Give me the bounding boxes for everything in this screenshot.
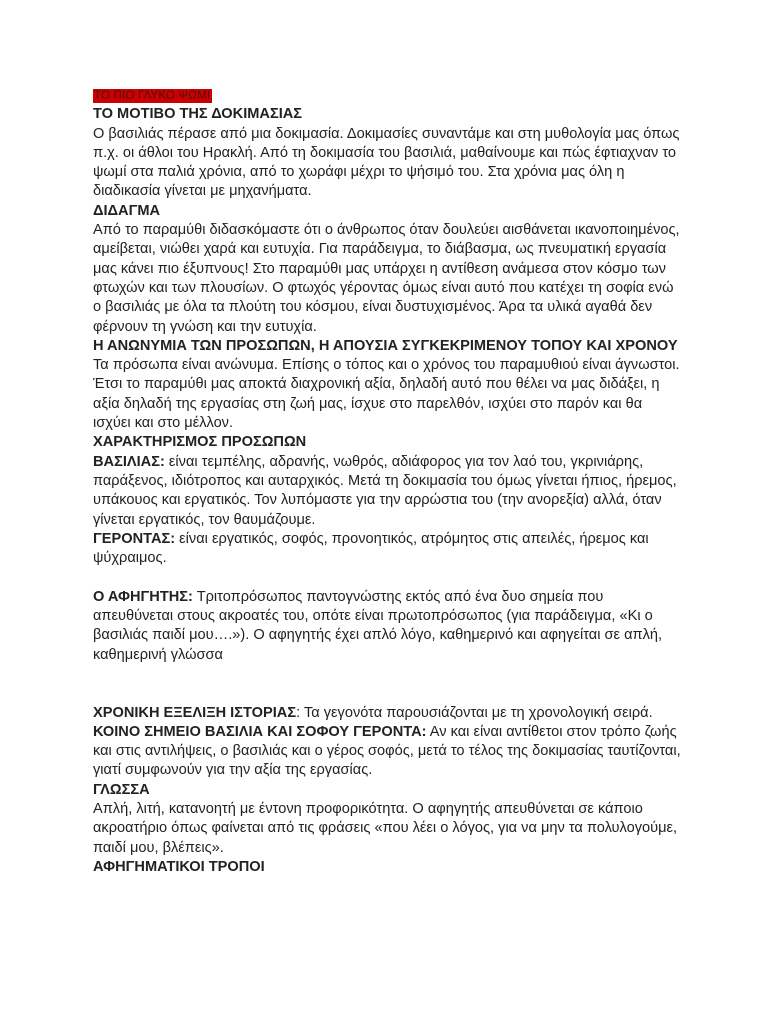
character-elder-paragraph (93, 530, 683, 569)
narrator-label: Ο ΑΦΗΓΗΤΗΣ: (93, 588, 193, 605)
section-text-anonymity: Τα πρόσωπα είναι ανώνυμα. Επίσης ο τόπος και ο χρόνος του παραμυθιού είναι άγνωστοι. Έτσι το παραμύθι μας αποκτά διαχρονική αξία, δηλαδή αυτό που θέλει να μας διδάξει, η αξία δηλαδή της εργασίας στη ζωή μας, ίσχυε στο παρελθόν, ισχύει στο παρόν και θα ισχύει και στο μέλλον. (93, 357, 680, 432)
section-heading-lesson: ΔΙΔΑΓΜΑ (93, 202, 161, 219)
character-king-label: ΒΑΣΙΛΙΑΣ: (93, 453, 165, 470)
section-heading-modes: ΑΦΗΓΗΜΑΤΙΚΟΙ ΤΡΟΠΟΙ (93, 858, 265, 875)
blank-line (93, 568, 683, 587)
character-king-text: είναι τεμπέλης, αδρανής, νωθρός, αδιάφορος για τον λαό του, γκρινιάρης, παράξενος, ιδιότροπος και αυταρχικός. Μετά τη δοκιμασία του όμως γίνεται ήπιος, ήρεμος, υπάκουος και εργατικός. Τον λυπόμαστε για την αρρώστια του (την ανορεξία) αλλά, όταν γίνεται εργατικός, τον θαυμάζουμε. (93, 453, 677, 528)
timeline-paragraph (93, 704, 683, 723)
common-point-paragraph (93, 723, 683, 781)
timeline-text: : Τα γεγονότα παρουσιάζονται με τη χρονολογική σειρά. (296, 704, 653, 721)
section-text-language: Απλή, λιτή, κατανοητή με έντονη προφορικότητα. Ο αφηγητής απευθύνεται σε κάποιο ακροατήριο όπως φαίνεται από τις φράσεις «που λέει ο λόγος, για να μην τα πολυλογούμε, παιδί μου, βλέπεις». (93, 800, 678, 856)
section-heading-language: ΓΛΩΣΣΑ (93, 781, 150, 798)
document-page (93, 86, 683, 877)
blank-lines (93, 665, 683, 704)
narrator-paragraph (93, 588, 683, 665)
section-text-lesson: Από το παραμύθι διδασκόμαστε ότι ο άνθρωπος όταν δουλεύει αισθάνεται ικανοποιημένος, αμείβεται, νιώθει χαρά και ευτυχία. Για παράδειγμα, το διάβασμα, ως πνευματική εργασία μας κάνει πιο έξυπνους! Στο παραμύθι μας υπάρχει η αντίθεση ανάμεσα στον κόσμο των φτωχών και των πλουσίων. Ο φτωχός γέροντας όμως είναι αυτό που κατέχει τη σοφία ενώ ο βασιλιάς με όλα τα πλούτη του κόσμου, είναι δυστυχισμένος. Άρα τα υλικά αγαθά δεν φέρνουν τη γνώση και την ευτυχία. (93, 222, 680, 335)
narrator-text: Τριτοπρόσωπος παντογνώστης εκτός από ένα δυο σημεία που απευθύνεται στους ακροατές του, οπότε είναι πρωτοπρόσωπος (για παράδειγμα, «Κι ο βασιλιάς παιδί μου….»). Ο αφηγητής έχει απλό λόγο, καθημερινό και αφηγείται σε απλή, καθημερινή γλώσσα (93, 588, 663, 663)
section-heading-motif: ΤΟ ΜΟΤΙΒΟ ΤΗΣ ΔΟΚΙΜΑΣΙΑΣ (93, 106, 303, 123)
character-elder-text: είναι εργατικός, σοφός, προνοητικός, ατρόμητος στις απειλές, ήρεμος και ψύχραιμος. (93, 530, 649, 567)
section-heading-characters: ΧΑΡΑΚΤΗΡΙΣΜΟΣ ΠΡΟΣΩΠΩΝ (93, 434, 307, 451)
timeline-label: ΧΡΟΝΙΚΗ ΕΞΕΛΙΞΗ ΙΣΤΟΡΙΑΣ (93, 704, 297, 721)
document-title: ΤΟ ΠΙΟ ΓΛΥΚΟ ΨΩΜΙ (94, 90, 211, 102)
section-text-motif: Ο βασιλιάς πέρασε από μια δοκιμασία. Δοκιμασίες συναντάμε και στη μυθολογία μας όπως π.χ. οι άθλοι του Ηρακλή. Από τη δοκιμασία του βασιλιά, μαθαίνουμε και πώς έφτιαχναν το ψωμί στα παλιά χρόνια, από το χωράφι μέχρι το ψήσιμό του. Στα χρόνια μας όλη η διαδικασία γίνεται με μηχανήματα. (93, 125, 680, 200)
character-king-paragraph (93, 453, 683, 530)
common-point-text: Αν και είναι αντίθετοι στον τρόπο ζωής και στις αντιλήψεις, ο βασιλιάς και ο γέρος σοφός, μετά το τέλος της δοκιμασίας ταυτίζονται, γιατί συμφωνούν για την αξία της εργασίας. (93, 723, 681, 779)
common-point-label: ΚΟΙΝΟ ΣΗΜΕΙΟ ΒΑΣΙΛΙΑ ΚΑΙ ΣΟΦΟΥ ΓΕΡΟΝΤΑ: (93, 723, 427, 740)
section-heading-anonymity: Η ΑΝΩΝΥΜΙΑ ΤΩΝ ΠΡΟΣΩΠΩΝ, Η ΑΠΟΥΣΙΑ ΣΥΓΚΕΚΡΙΜΕΝΟΥ ΤΟΠΟΥ ΚΑΙ ΧΡΟΝΟΥ (93, 337, 678, 354)
character-elder-label: ΓΕΡΟΝΤΑΣ: (93, 530, 176, 547)
